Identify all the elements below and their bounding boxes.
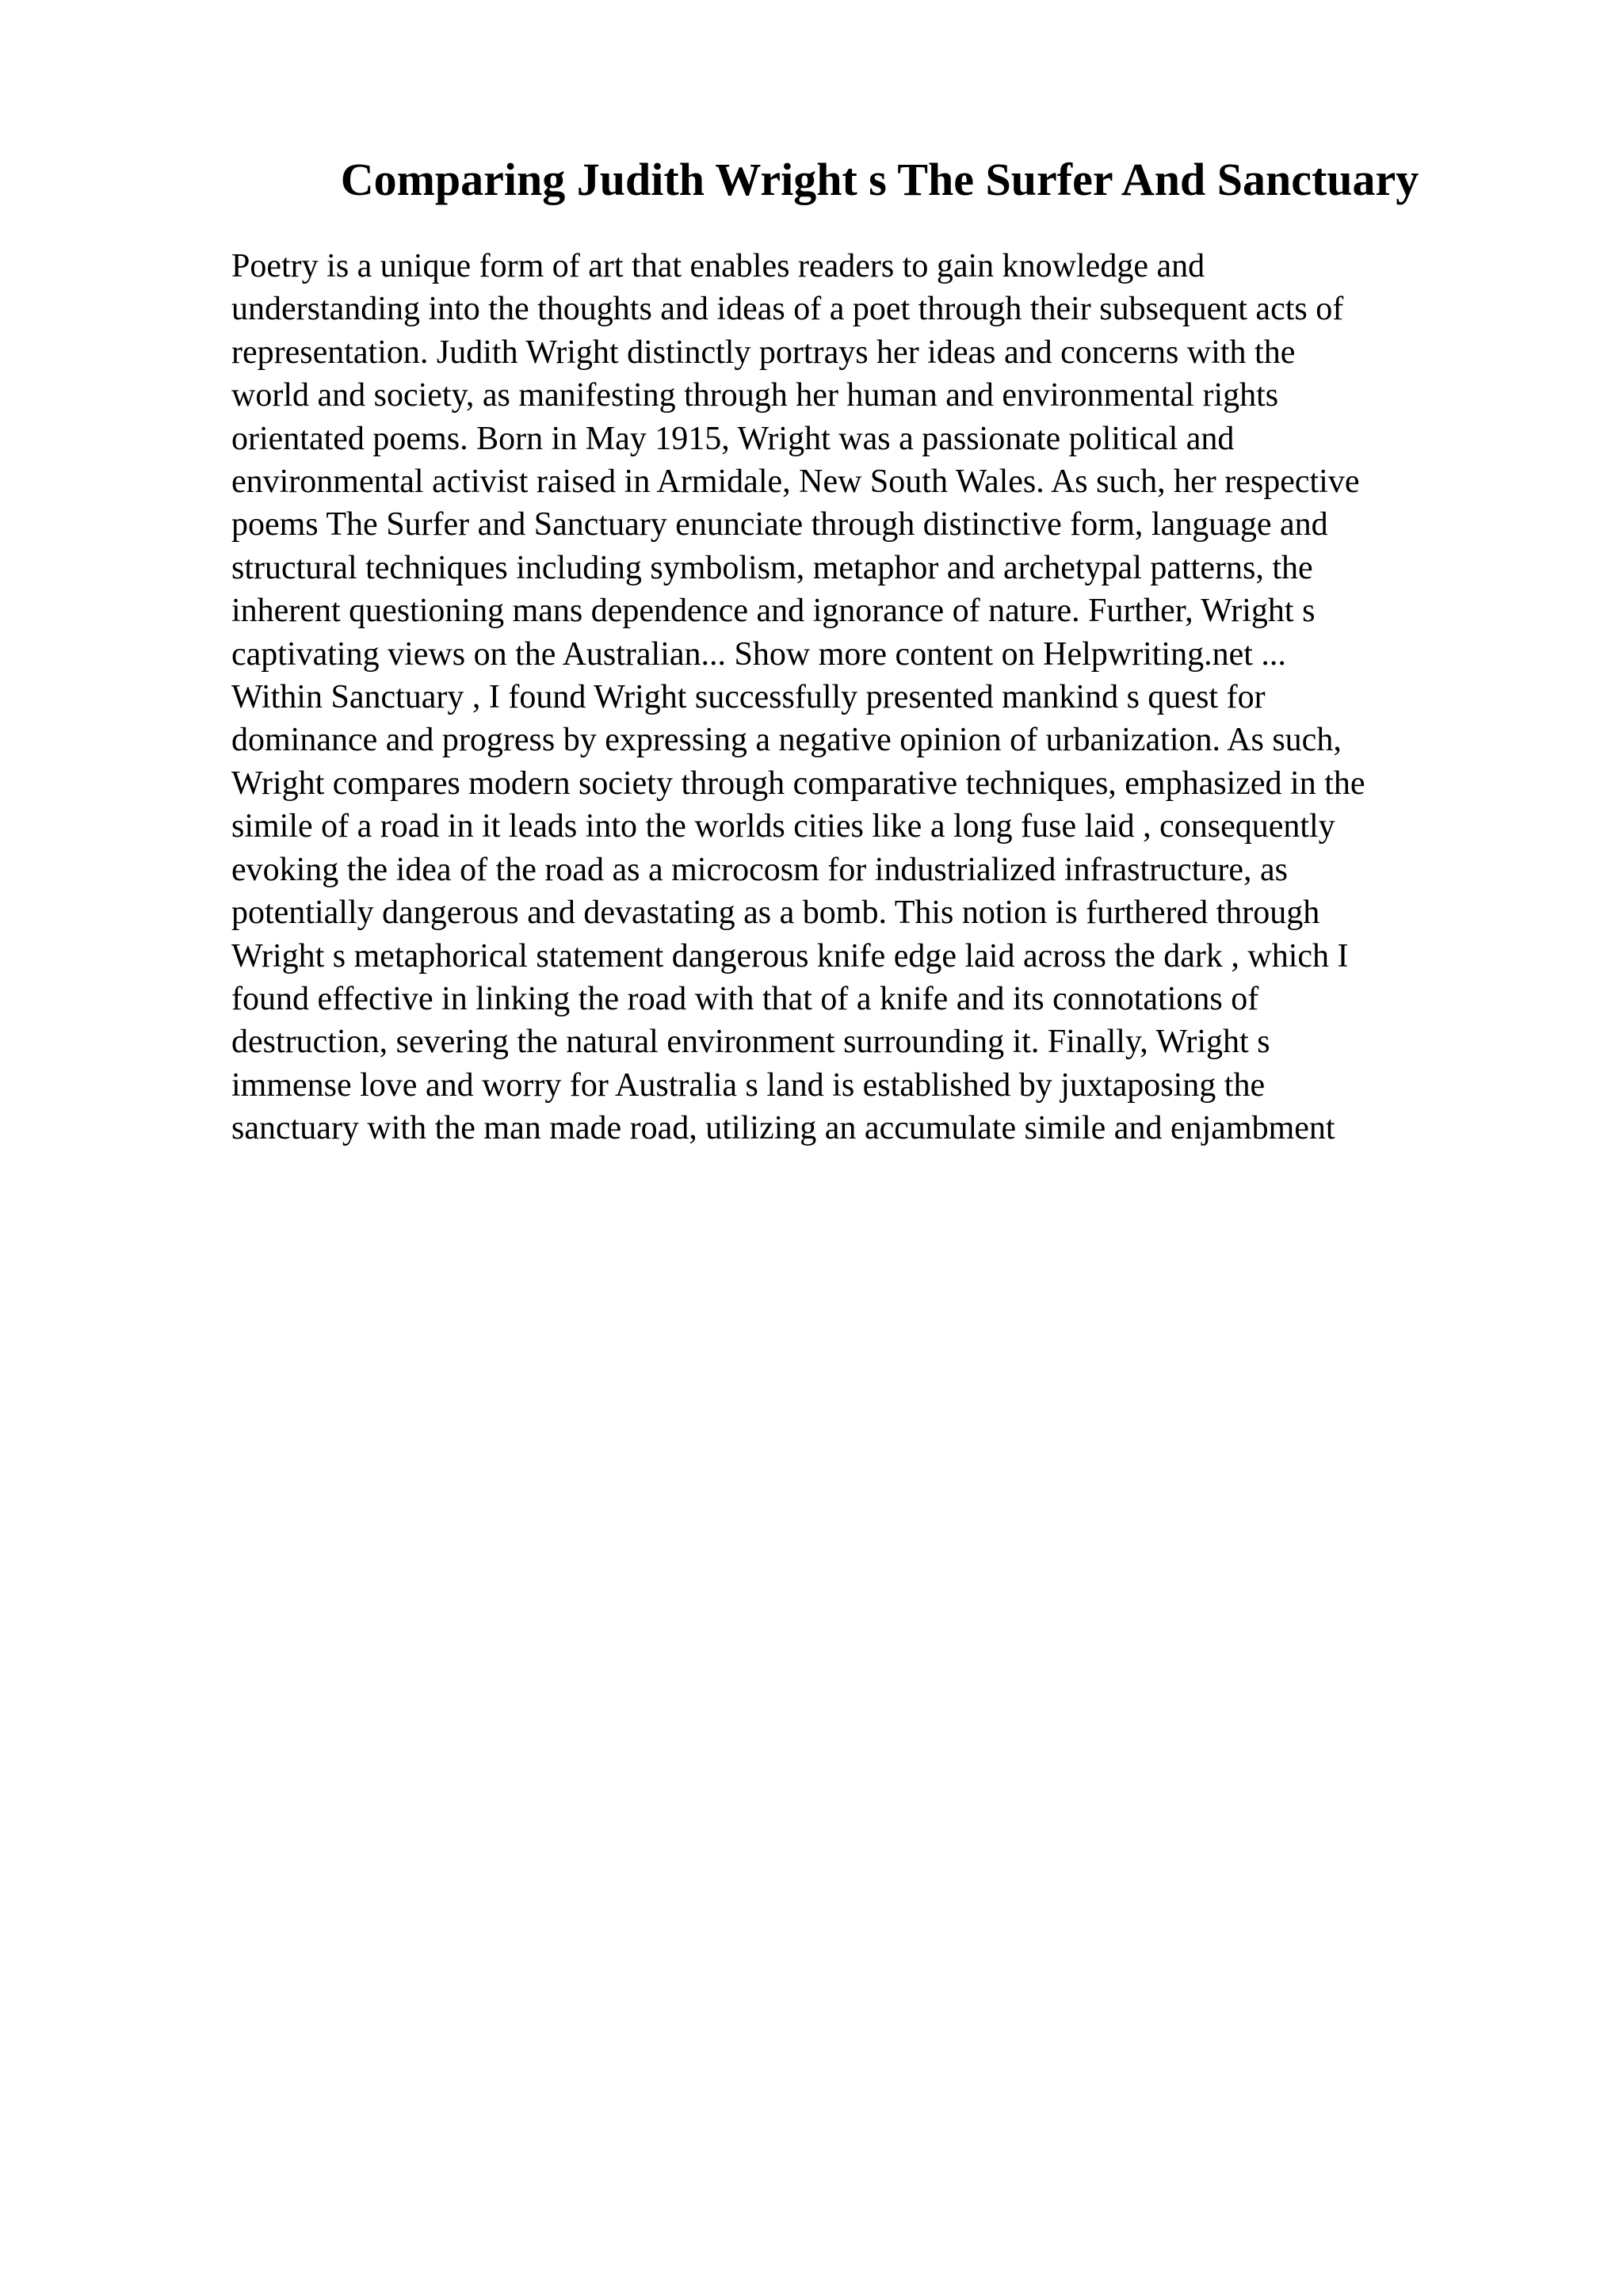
- body-line: Wright s metaphorical statement dangerous knife edge laid across the dark , which I: [231, 937, 1349, 974]
- body-line: inherent questioning mans dependence and ignorance of nature. Further, Wright s: [231, 593, 1316, 630]
- body-line: environmental activist raised in Armidale, New South Wales. As such, her respective: [231, 463, 1360, 501]
- body-line: Wright compares modern society through comparative techniques, emphasized in the: [231, 765, 1365, 802]
- body-line: poems The Surfer and Sanctuary enunciate through distinctive form, language and: [231, 506, 1328, 543]
- body-line: representation. Judith Wright distinctly portrays her ideas and concerns with the: [231, 334, 1296, 371]
- body-line: potentially dangerous and devastating as a bomb. This notion is furthered through: [231, 894, 1320, 932]
- body-line: simile of a road in it leads into the worlds cities like a long fuse laid , consequently: [231, 808, 1335, 845]
- body-line: Poetry is a unique form of art that enables readers to gain knowledge and: [231, 248, 1205, 284]
- body-line: understanding into the thoughts and ideas of a poet through their subsequent acts of: [231, 291, 1344, 328]
- body-line: sanctuary with the man made road, utilizing an accumulate simile and enjambment: [231, 1110, 1335, 1147]
- body-line: evoking the idea of the road as a microcosm for industrialized infrastructure, as: [231, 851, 1289, 888]
- body-line: structural techniques including symbolism, metaphor and archetypal patterns, the: [231, 549, 1313, 586]
- body-line: orientated poems. Born in May 1915, Wright was a passionate political and: [231, 420, 1235, 457]
- body-line: found effective in linking the road with that of a knife and its connotations of: [231, 980, 1259, 1017]
- body-line: destruction, severing the natural environment surrounding it. Finally, Wright s: [231, 1024, 1270, 1061]
- document-body: [231, 245, 1531, 1150]
- body-line: immense love and worry for Australia s land is established by juxtaposing the: [231, 1066, 1266, 1104]
- body-line: Within Sanctuary , I found Wright successfully presented mankind s quest for: [231, 679, 1266, 716]
- body-line: captivating views on the Australian... Show more content on Helpwriting.net ...: [231, 635, 1286, 673]
- body-line: world and society, as manifesting through her human and environmental rights: [231, 377, 1279, 414]
- document-title: Comparing Judith Wright s The Surfer And Sanctuary: [340, 154, 1419, 205]
- body-line: dominance and progress by expressing a negative opinion of urbanization. As such,: [231, 722, 1342, 759]
